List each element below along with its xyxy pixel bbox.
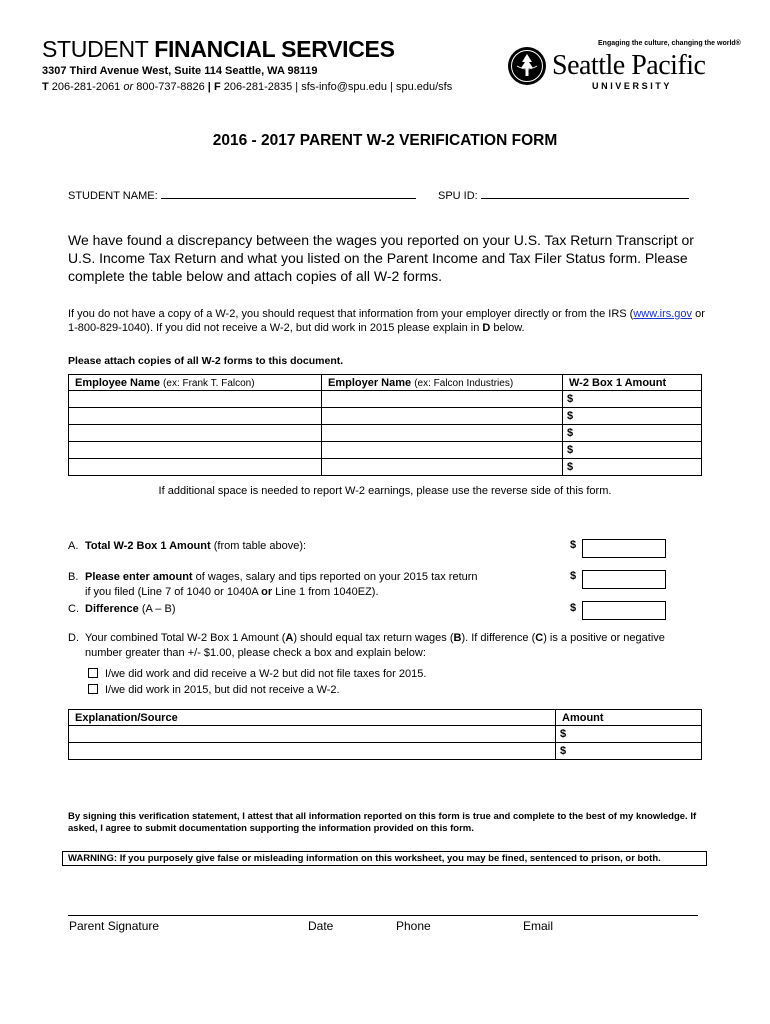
table-row xyxy=(69,726,702,743)
university-seal-icon xyxy=(507,46,547,86)
employer-cell[interactable] xyxy=(322,442,563,459)
date-label: Date xyxy=(308,919,334,933)
amount-cell[interactable]: $ xyxy=(563,391,702,408)
employer-name-header: Employer Name (ex: Falcon Industries) xyxy=(322,375,563,391)
employee-cell[interactable] xyxy=(69,391,322,408)
employer-cell[interactable] xyxy=(322,425,563,442)
org-address: 3307 Third Avenue West, Suite 114 Seattle, WA 98119 xyxy=(42,65,318,77)
intro-paragraph: We have found a discrepancy between the wages you reported on your U.S. Tax Return Transcript or U.S. Income Tax Return and what you listed on the Parent Income and Tax Filer Status form. Please complete the table below and attach copies of all W-2 forms. xyxy=(68,232,694,284)
table-row xyxy=(69,442,702,459)
fax-label: F xyxy=(213,81,221,93)
amount-cell[interactable]: $ xyxy=(563,425,702,442)
item-d: D. Your combined Total W-2 Box 1 Amount (A) should equal tax return wages (B). If difference (C) is a positive or negative number greater than +/- $1.00, please check a box and explain below: xyxy=(68,632,665,659)
signature-line[interactable] xyxy=(68,915,698,916)
employee-name-header: Employee Name (ex: Frank T. Falcon) xyxy=(69,375,322,391)
explanation-cell[interactable] xyxy=(69,726,556,743)
org-title xyxy=(42,36,395,63)
amount-header: Amount xyxy=(556,710,702,726)
item-b: B. Please enter amount of wages, salary and tips reported on your 2015 tax return if you filed (Line 7 of 1040 or 1040A or Line 1 from 1040EZ). xyxy=(68,571,478,598)
form-title: 2016 - 2017 PARENT W-2 VERIFICATION FORM xyxy=(212,132,558,149)
attach-instruction: Please attach copies of all W-2 forms to this document. xyxy=(68,355,344,367)
item-c-dollar: $ xyxy=(570,602,577,614)
irs-link[interactable]: www.irs.gov xyxy=(633,308,693,320)
employer-cell[interactable] xyxy=(322,391,563,408)
attestation-text: By signing this verification statement, I attest that all information reported on this form is true and complete to the best of my knowledge. If asked, I agree to submit documentation supporting the information provided on this form. xyxy=(68,811,697,834)
fax: 206-281-2835 xyxy=(223,81,293,93)
employee-cell[interactable] xyxy=(69,459,322,476)
amount-cell[interactable]: $ xyxy=(563,408,702,425)
logo-university: UNIVERSITY xyxy=(592,81,673,91)
checkbox-row-no-file[interactable] xyxy=(88,667,426,682)
spu-id-field xyxy=(438,188,689,202)
table-row xyxy=(69,391,702,408)
phone-alt: 800-737-8826 xyxy=(136,81,205,93)
explanation-header: Explanation/Source xyxy=(69,710,556,726)
w2-table-header xyxy=(69,375,702,391)
table-row xyxy=(69,743,702,760)
spu-id-label: SPU ID: xyxy=(438,190,478,202)
w2-table xyxy=(68,374,702,476)
email-link[interactable]: sfs-info@spu.edu xyxy=(301,81,387,93)
item-c: C. Difference (A – B) xyxy=(68,603,176,615)
checkbox-label: I/we did work and did receive a W-2 but did not file taxes for 2015. xyxy=(105,668,427,680)
logo-name: Seattle Pacific xyxy=(552,50,706,81)
additional-space-note: If additional space is needed to report W-2 earnings, please use the reverse side of this form. xyxy=(158,485,612,497)
org-title-bold: FINANCIAL SERVICES xyxy=(154,36,395,62)
checkbox[interactable] xyxy=(88,684,98,694)
explanation-table-header xyxy=(69,710,702,726)
checkbox[interactable] xyxy=(88,668,98,678)
employer-cell[interactable] xyxy=(322,408,563,425)
table-row xyxy=(69,425,702,442)
amount-cell[interactable]: $ xyxy=(556,726,702,743)
spu-id-input[interactable] xyxy=(481,188,689,199)
employee-cell[interactable] xyxy=(69,408,322,425)
item-a: A. Total W-2 Box 1 Amount (from table above): xyxy=(68,540,307,552)
employer-cell[interactable] xyxy=(322,459,563,476)
parent-signature-label: Parent Signature xyxy=(69,919,160,933)
amount-cell[interactable]: $ xyxy=(556,743,702,760)
amount-cell[interactable]: $ xyxy=(563,459,702,476)
warning-box: WARNING: If you purposely give false or misleading information on this worksheet, you may be fined, sentenced to prison, or both. xyxy=(62,851,707,866)
org-contact: T 206-281-2061 or 800-737-8826 | F 206-281-2835 | sfs-info@spu.edu | spu.edu/sfs xyxy=(42,81,453,93)
note-paragraph: If you do not have a copy of a W-2, you should request that information from your employer directly or from the IRS (www.irs.gov or 1-800-829-1040). If you did not receive a W-2, but did work in 2015 please explain in D below. xyxy=(68,308,705,334)
item-b-dollar: $ xyxy=(570,570,577,582)
phone-label-sig: Phone xyxy=(396,919,431,933)
employee-cell[interactable] xyxy=(69,425,322,442)
logo-tagline: Engaging the culture, changing the world® xyxy=(598,40,741,47)
or-text: or xyxy=(123,81,134,93)
org-title-light: STUDENT xyxy=(42,36,149,62)
amount-cell[interactable]: $ xyxy=(563,442,702,459)
student-name-field xyxy=(68,188,416,202)
table-row xyxy=(69,459,702,476)
employee-cell[interactable] xyxy=(69,442,322,459)
total-w2-input[interactable] xyxy=(582,539,666,558)
explanation-table xyxy=(68,709,702,760)
explanation-cell[interactable] xyxy=(69,743,556,760)
student-name-input[interactable] xyxy=(161,188,416,199)
phone-label: T xyxy=(42,81,49,93)
difference-input[interactable] xyxy=(582,601,666,620)
w2-amount-header: W-2 Box 1 Amount xyxy=(563,375,702,391)
item-a-dollar: $ xyxy=(570,539,577,551)
phone: 206-281-2061 xyxy=(51,81,121,93)
student-name-label: STUDENT NAME: xyxy=(68,190,158,202)
tax-return-wages-input[interactable] xyxy=(582,570,666,589)
checkbox-row-no-w2[interactable] xyxy=(88,683,340,698)
email-label: Email xyxy=(523,919,554,933)
web-link[interactable]: spu.edu/sfs xyxy=(395,81,453,93)
checkbox-label: I/we did work in 2015, but did not receive a W-2. xyxy=(105,684,340,696)
table-row xyxy=(69,408,702,425)
